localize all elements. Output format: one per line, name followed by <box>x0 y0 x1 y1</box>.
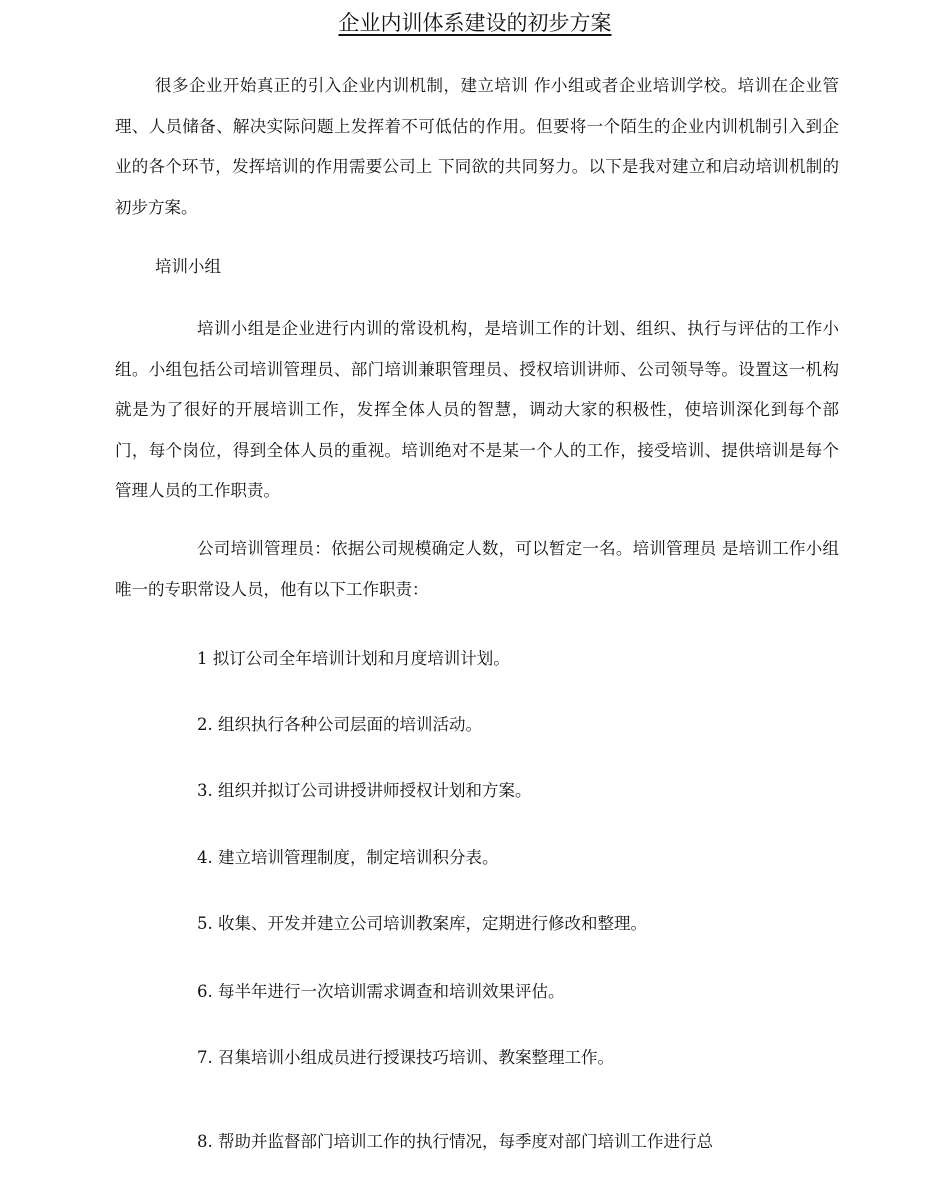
duty-item: 5. 收集、开发并建立公司培训教案库，定期进行修改和整理。 <box>197 914 647 933</box>
manager-description-paragraph: 公司培训管理员：依据公司规模确定人数，可以暂定一名。培训管理员 是培训工作小组唯一的专职常设人员，他有以下工作职责： <box>115 539 839 599</box>
duty-item: 6. 每半年进行一次培训需求调查和培训效果评估。 <box>197 982 565 1001</box>
document-title: 企业内训体系建设的初步方案 <box>338 11 612 35</box>
intro-paragraph: 很多企业开始真正的引入企业内训机制，建立培训 作小组或者企业培训学校。培训在企业管理、人员储备、解决实际问题上发挥着不可低估的作用。但要将一个陌生的企业内训机制引入到企业的各个环节，发挥培训的作用需要公司上 下同欲的共同努力。以下是我对建立和启动培训机制的初步方案。 <box>115 76 839 217</box>
duty-item: 2. 组织执行各种公司层面的培训活动。 <box>197 715 482 734</box>
section-heading: 培训小组 <box>155 257 221 276</box>
group-description-paragraph: 培训小组是企业进行内训的常设机构，是培训工作的计划、组织、执行与评估的工作小组。小组包括公司培训管理员、部门培训兼职管理员、授权培训讲师、公司领导等。设置这一机构就是为了很好的开展培训工作，发挥全体人员的智慧，调动大家的积极性，使培训深化到每个部门，每个岗位，得到全体人员的重视。培训绝对不是某一个人的工作，接受培训、提供培训是每个管理人员的工作职责。 <box>115 319 839 500</box>
duty-item: 3. 组织并拟订公司讲授讲师授权计划和方案。 <box>197 781 532 800</box>
duty-item: 1 拟订公司全年培训计划和月度培训计划。 <box>197 649 510 668</box>
duty-item: 4. 建立培训管理制度，制定培训积分表。 <box>197 848 499 867</box>
document-title-wrapper <box>0 8 950 38</box>
duty-item: 7. 召集培训小组成员进行授课技巧培训、教案整理工作。 <box>197 1048 614 1067</box>
duty-item: 8. 帮助并监督部门培训工作的执行情况，每季度对部门培训工作进行总 <box>197 1132 713 1151</box>
